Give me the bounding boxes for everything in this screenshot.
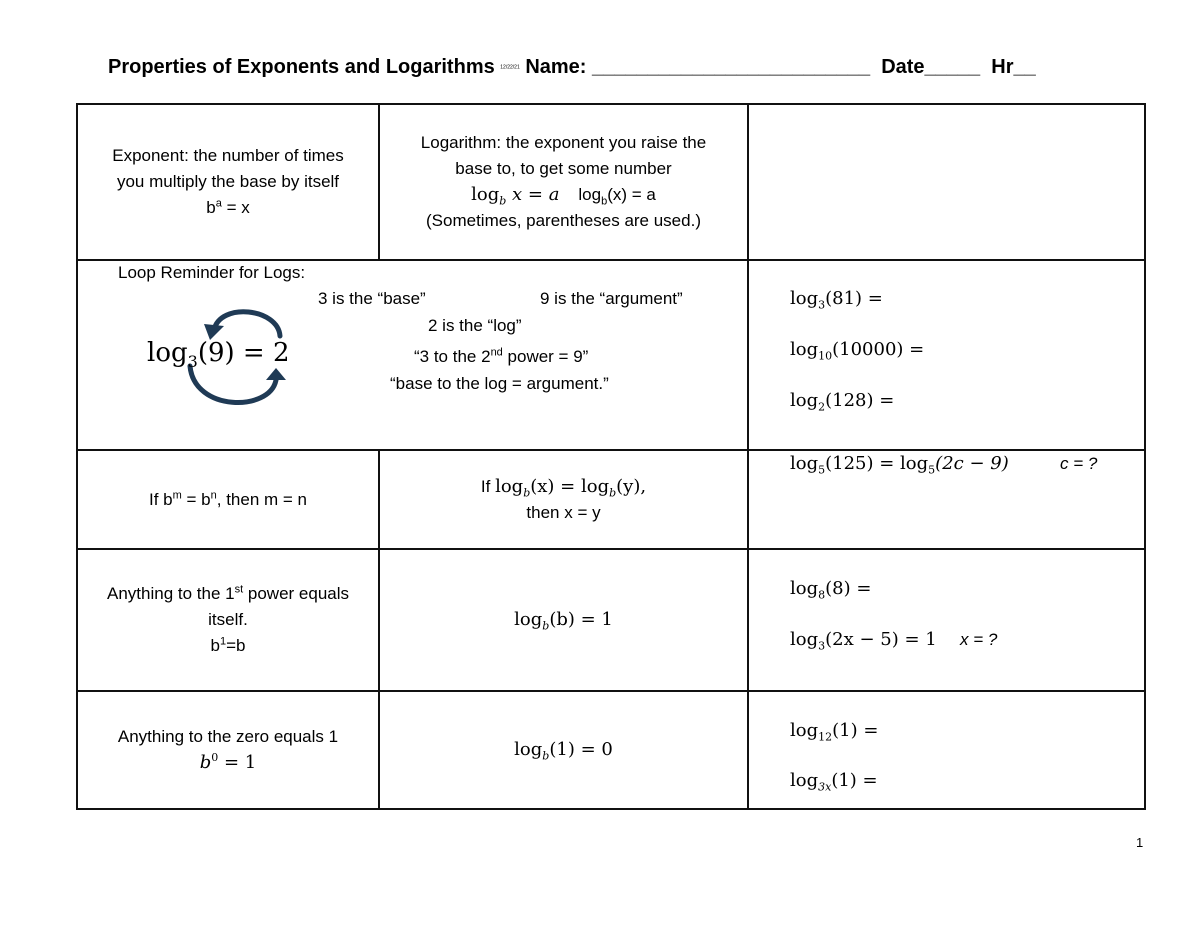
- exponent-definition-cell: [78, 105, 378, 259]
- equal-logs-conclusion: then x = y: [526, 502, 601, 522]
- equal-exponents-rule: If $b^m = b^n$, then m = n: [148, 488, 307, 509]
- log-of-one-cell: [380, 692, 747, 808]
- log-identity-formula: $\log_b(b) = 1$: [514, 609, 613, 633]
- revision-date: 12/22/21: [500, 64, 520, 71]
- problem-log10-10000: $\log_{10}(10000)$ =: [790, 339, 925, 363]
- problem-log5-125: $\log_5(125) = \log_5(2c - 9)$: [790, 453, 1009, 477]
- equal-logs-rule-cell: [380, 451, 747, 548]
- argument-note: 9 is the “argument”: [540, 289, 683, 308]
- log-of-one-formula: $\log_b(1) = 0$: [514, 739, 613, 763]
- loop-reminder-title: Loop Reminder for Logs:: [118, 263, 306, 282]
- zero-power-rule-cell: [78, 692, 378, 808]
- table-border-right: [1144, 103, 1146, 810]
- zero-power-formula: $b^0 = 1$: [199, 751, 257, 773]
- problem-log12-1: $\log_{12}(1)$ =: [790, 720, 879, 744]
- problem-log2-128: $\log_2(128)$ =: [790, 390, 895, 414]
- exponent-formula: $b^a = x$: [206, 197, 250, 217]
- exponent-def-line1: Exponent: the number of times: [112, 146, 344, 165]
- row-divider-1: [76, 259, 1146, 261]
- log-formula: $\log_b x = a$ $\log_b(x) = a$: [471, 184, 656, 208]
- logarithm-definition-cell: [380, 105, 747, 259]
- first-power-rule-cell: [78, 550, 378, 690]
- base-note: 3 is the “base”: [318, 289, 426, 308]
- table-border-bottom: [76, 808, 1146, 810]
- page-number: 1: [1136, 835, 1144, 850]
- first-power-line2: itself.: [208, 610, 248, 629]
- equal-logs-rule: If $\log_b(x) = \log_b(y)$,: [480, 475, 647, 500]
- first-power-line1: Anything to the 1st power equals: [107, 583, 349, 603]
- title-text: Properties of Exponents and Logarithms: [108, 56, 495, 78]
- equal-exponents-rule-cell: [78, 451, 378, 548]
- hour-field: Hr__: [991, 56, 1036, 78]
- base-to-log-rule: “base to the log = argument.”: [390, 374, 609, 393]
- col-divider-2: [747, 103, 749, 810]
- log-def-line1: Logarithm: the exponent you raise the: [420, 133, 707, 152]
- problem-log3x-1: $\log_{3x}(1)$ =: [790, 770, 878, 794]
- zero-power-text: Anything to the zero equals 1: [117, 727, 339, 746]
- log-note: 2 is the “log”: [428, 316, 522, 335]
- date-field: Date_____: [881, 56, 981, 78]
- page-title: [108, 56, 1036, 79]
- name-field: Name: _________________________: [525, 56, 871, 78]
- problem-log8-8: $\log_8(8)$ =: [790, 578, 872, 602]
- first-power-formula: $b^1=b$: [210, 635, 246, 655]
- problem-log3-81: $\log_3(81)$ =: [790, 288, 883, 312]
- exponent-def-line2: you multiply the base by itself: [116, 172, 340, 191]
- log-identity-cell: [380, 550, 747, 690]
- problem-c-question: c = ?: [1060, 454, 1098, 473]
- problem-log3-2x-5: $\log_3(2x - 5) = 1$: [790, 629, 937, 653]
- problem-x-question: x = ?: [960, 630, 998, 649]
- log-def-line2: base to, to get some number: [455, 159, 672, 178]
- loop-example-equation: $\log_3(9) = 2$: [147, 338, 290, 372]
- log-parentheses-note: (Sometimes, parentheses are used.): [426, 211, 701, 230]
- power-note: “3 to the 2nd power = 9”: [414, 346, 589, 366]
